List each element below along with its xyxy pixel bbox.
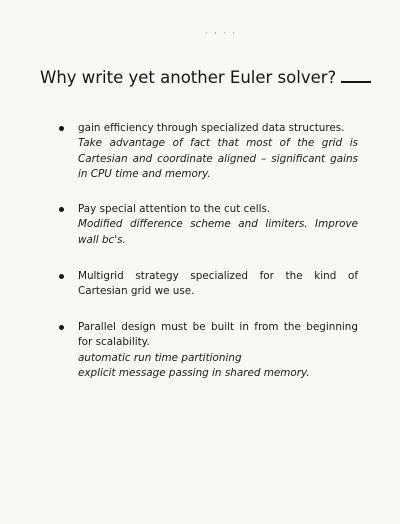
bullet-line: Modified difference scheme and limiters. Improve — [78, 218, 358, 231]
bullet-line: Cartesian and coordinate aligned – significant gains — [78, 152, 358, 165]
bullet-item-cut-cells — [56, 202, 358, 248]
bullet-line: Multigrid strategy specialized for the kind of — [78, 270, 358, 282]
bullet-line: wall bc's. — [78, 233, 126, 246]
bullet-dot-icon — [59, 274, 64, 279]
bullet-line: gain efficiency through specialized data structures. — [78, 122, 345, 134]
title-row — [40, 68, 371, 87]
bullet-dot-icon — [59, 207, 64, 212]
bullet-line: in CPU time and memory. — [78, 168, 211, 181]
bullet-line: explicit message passing in shared memory. — [78, 367, 310, 380]
scan-speck: . , . . — [205, 26, 237, 35]
bullet-line: automatic run time partitioning — [78, 351, 242, 364]
bullet-dot-icon — [59, 325, 64, 330]
bullet-item-multigrid — [56, 269, 358, 300]
bullet-line: for scalability. — [78, 336, 150, 349]
title-underline-rule — [341, 81, 371, 83]
bullet-line: Pay special attention to the cut cells. — [78, 203, 271, 215]
bullet-item-parallel — [56, 320, 358, 382]
bullet-line: Cartesian grid we use. — [78, 285, 195, 298]
bullet-item-efficiency — [56, 121, 358, 183]
bullet-line: Take advantage of fact that most of the grid is — [78, 137, 358, 150]
bullet-dot-icon — [59, 126, 64, 131]
bullet-line: Parallel design must be built in from the beginning — [78, 321, 358, 333]
page-title: Why write yet another Euler solver? — [40, 68, 337, 87]
